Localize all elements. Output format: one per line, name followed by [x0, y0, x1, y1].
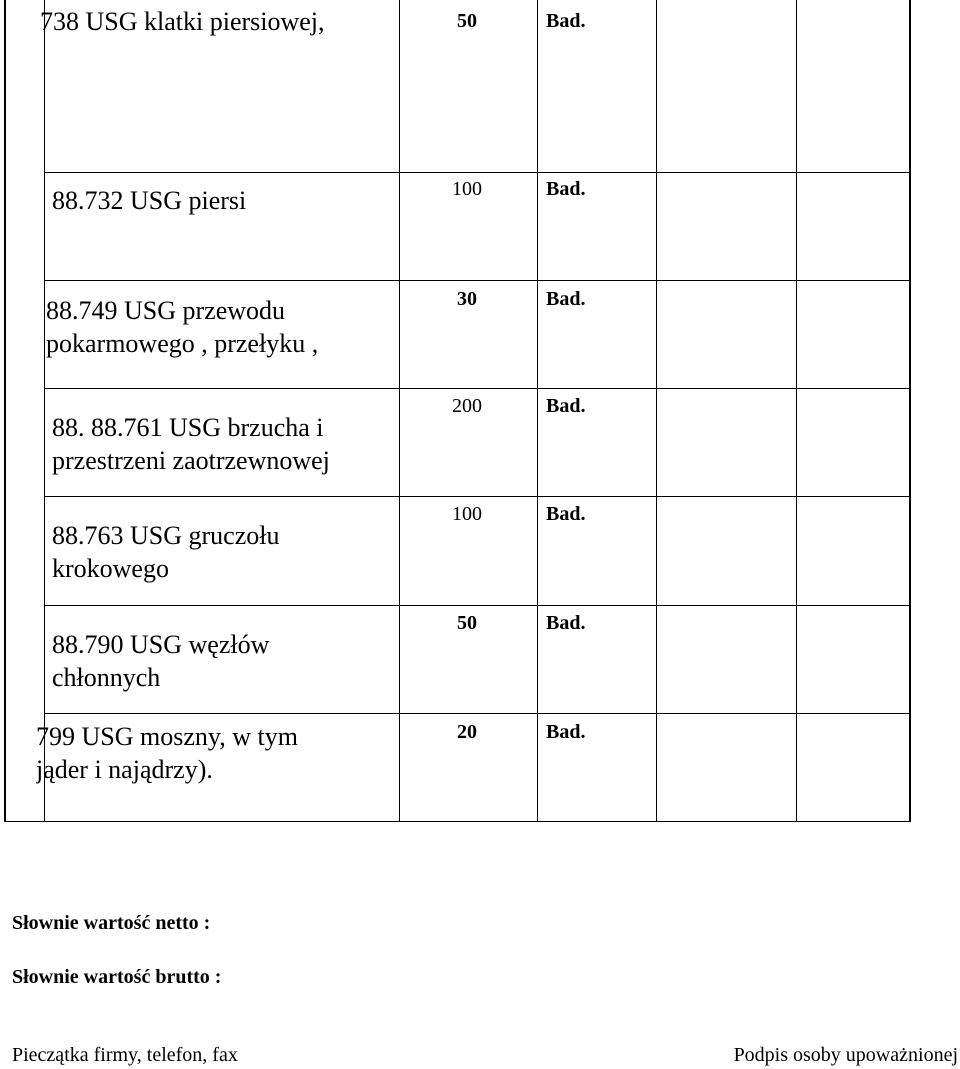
- table-cell-unit: Bad.: [546, 178, 586, 200]
- table-column-divider: [537, 0, 538, 822]
- table-cell-unit: Bad.: [546, 721, 586, 743]
- gross-value-in-words-label: Słownie wartość brutto :: [12, 966, 222, 988]
- table-row-divider: [44, 280, 911, 281]
- table-cell-unit: Bad.: [546, 503, 586, 525]
- table-cell-quantity: 100: [452, 178, 482, 200]
- table-row-divider: [44, 388, 911, 389]
- table-cell-quantity: 20: [457, 721, 477, 743]
- table-cell-description: 738 USG klatki piersiowej,: [40, 7, 325, 36]
- table-cell-quantity: 30: [457, 288, 477, 310]
- table-column-divider: [656, 0, 657, 822]
- table-cell-description: 88.763 USG gruczołu krokowego: [52, 521, 280, 583]
- table-cell-unit: Bad.: [546, 10, 586, 32]
- table-row-divider: [44, 172, 911, 173]
- table-row-divider: [44, 713, 911, 714]
- table-cell-unit: Bad.: [546, 612, 586, 634]
- table-cell-description: 88.790 USG węzłów chłonnych: [52, 630, 270, 692]
- table-cell-description: 88. 88.761 USG brzucha i przestrzeni zaotrzewnowej: [52, 413, 330, 475]
- table-column-divider: [796, 0, 797, 822]
- table-cell-description: 799 USG moszny, w tym jąder i najądrzy).: [36, 722, 298, 784]
- table-cell-unit: Bad.: [546, 395, 586, 417]
- table-row-divider: [44, 496, 911, 497]
- table-cell-unit: Bad.: [546, 288, 586, 310]
- table-border-left: [4, 0, 6, 822]
- table-border-bottom: [4, 821, 911, 822]
- table-cell-description: 88.732 USG piersi: [52, 186, 247, 215]
- table-cell-description: 88.749 USG przewodu pokarmowego , przełyku ,: [46, 296, 319, 358]
- company-stamp-label: Pieczątka firmy, telefon, fax: [12, 1044, 238, 1066]
- table-cell-quantity: 50: [457, 612, 477, 634]
- authorized-signature-label: Podpis osoby upoważnionej: [733, 1044, 958, 1066]
- table-column-divider: [44, 0, 45, 822]
- table-border-right: [909, 0, 911, 822]
- net-value-in-words-label: Słownie wartość netto :: [12, 912, 211, 934]
- table-row-divider: [44, 605, 911, 606]
- table-cell-quantity: 100: [452, 503, 482, 525]
- table-cell-quantity: 200: [452, 395, 482, 417]
- table-cell-quantity: 50: [457, 10, 477, 32]
